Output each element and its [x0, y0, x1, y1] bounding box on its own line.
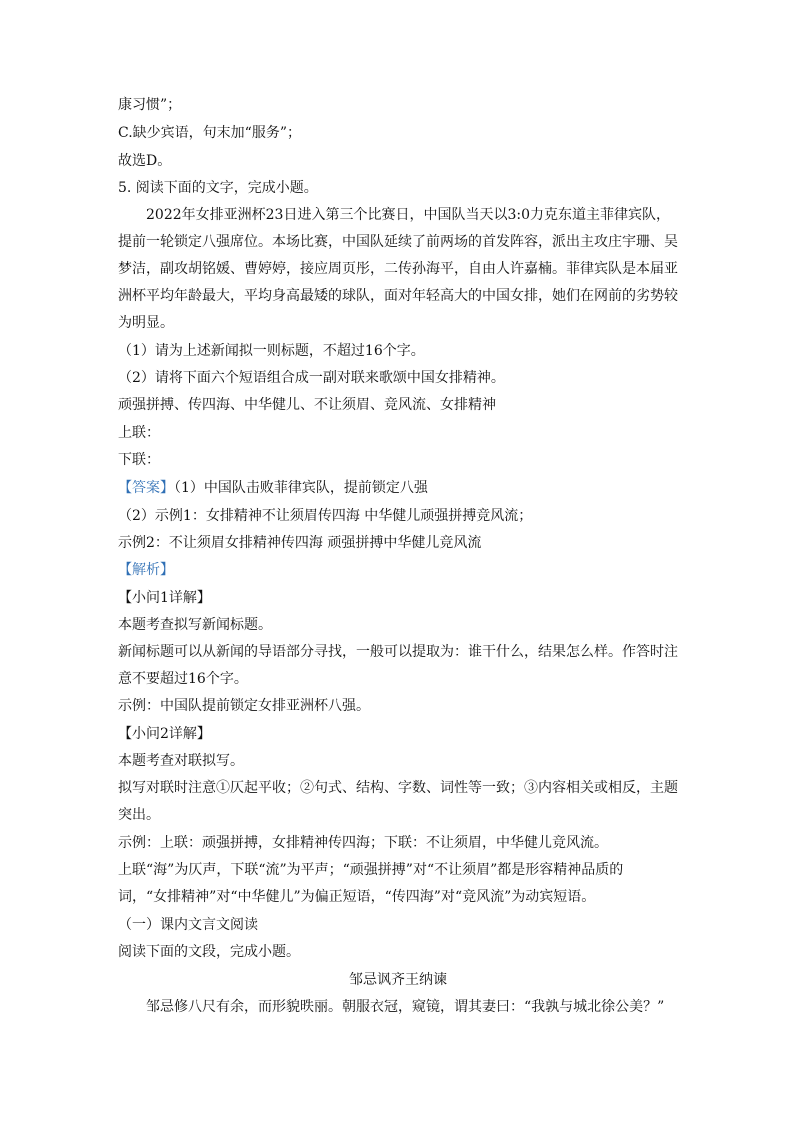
answer-line: 示例2：不让须眉女排精神传四海 顽强拼搏中华健儿竞风流	[118, 535, 482, 551]
phrase-list: 顽强拼搏、传四海、中华健儿、不让须眉、竞风流、女排精神	[118, 397, 496, 413]
passage-line: 梦洁，副攻胡铭媛、曹婷婷，接应周页彤，二传孙海平，自由人许嘉楠。菲律宾队是本届亚	[118, 261, 678, 277]
passage-line: 邹忌修八尺有余，而形貌昳丽。朝服衣冠，窥镜，谓其妻曰：“我孰与城北徐公美？”	[146, 999, 665, 1015]
section-heading: （一）课内文言文阅读	[118, 917, 258, 933]
text-line: 故选D。	[118, 153, 172, 169]
explanation-line: 新闻标题可以从新闻的导语部分寻找，一般可以提取为：谁干什么，结果怎么样。作答时注	[118, 644, 678, 660]
question-heading: 5. 阅读下面的文字，完成小题。	[118, 180, 318, 196]
answer-tag: 【答案】	[118, 480, 174, 496]
sub-question: （1）请为上述新闻拟一则标题，不超过16个字。	[118, 343, 425, 359]
passage-title: 邹忌讽齐王纳谏	[349, 972, 447, 988]
text-line: C.缺少宾语，句末加“服务”；	[118, 125, 301, 141]
lower-couplet-label: 下联：	[118, 452, 160, 468]
instruction-line: 阅读下面的文段，完成小题。	[118, 944, 300, 960]
explanation-line: 词，“女排精神”对“中华健儿”为偏正短语，“传四海”对“竞风流”为动宾短语。	[118, 889, 596, 905]
answer-text: （1）中国队击败菲律宾队，提前锁定八强	[174, 480, 428, 496]
answer-line	[118, 479, 678, 497]
passage-line: 2022年女排亚洲杯23日进入第三个比赛日，中国队当天以3:0力克东道主菲律宾队，	[146, 207, 670, 223]
text-line: 康习惯”；	[118, 97, 182, 113]
passage-line: 提前一轮锁定八强席位。本场比赛，中国队延续了前两场的首发阵容，派出主攻庄宇珊、吴	[118, 234, 678, 250]
explanation-line: 上联“海”为仄声，下联“流”为平声；“顽强拼搏”对“不让须眉”都是形容精神品质的	[118, 862, 624, 878]
sub-question-heading: 【小问2详解】	[118, 726, 211, 742]
analysis-tag: 【解析】	[118, 562, 174, 578]
explanation-line: 拟写对联时注意①仄起平收；②句式、结构、字数、词性等一致；③内容相关或相反，主题	[118, 780, 678, 796]
explanation-line: 意不要超过16个字。	[118, 671, 248, 687]
answer-line: （2）示例1：女排精神不让须眉传四海 中华健儿顽强拼搏竞风流；	[118, 508, 533, 524]
sub-question: （2）请将下面六个短语组合成一副对联来歌颂中国女排精神。	[118, 370, 505, 386]
explanation-line: 本题考查对联拟写。	[118, 753, 244, 769]
passage-line: 为明显。	[118, 315, 174, 331]
explanation-line: 示例：上联：顽强拼搏，女排精神传四海；下联：不让须眉，中华健儿竞风流。	[118, 835, 608, 851]
upper-couplet-label: 上联：	[118, 425, 160, 441]
sub-question-heading: 【小问1详解】	[118, 590, 211, 606]
passage-line: 洲杯平均年龄最大，平均身高最矮的球队，面对年轻高大的中国女排，她们在网前的劣势较	[118, 288, 678, 304]
explanation-line: 突出。	[118, 807, 160, 823]
explanation-line: 示例：中国队提前锁定女排亚洲杯八强。	[118, 698, 370, 714]
explanation-line: 本题考查拟写新闻标题。	[118, 617, 272, 633]
